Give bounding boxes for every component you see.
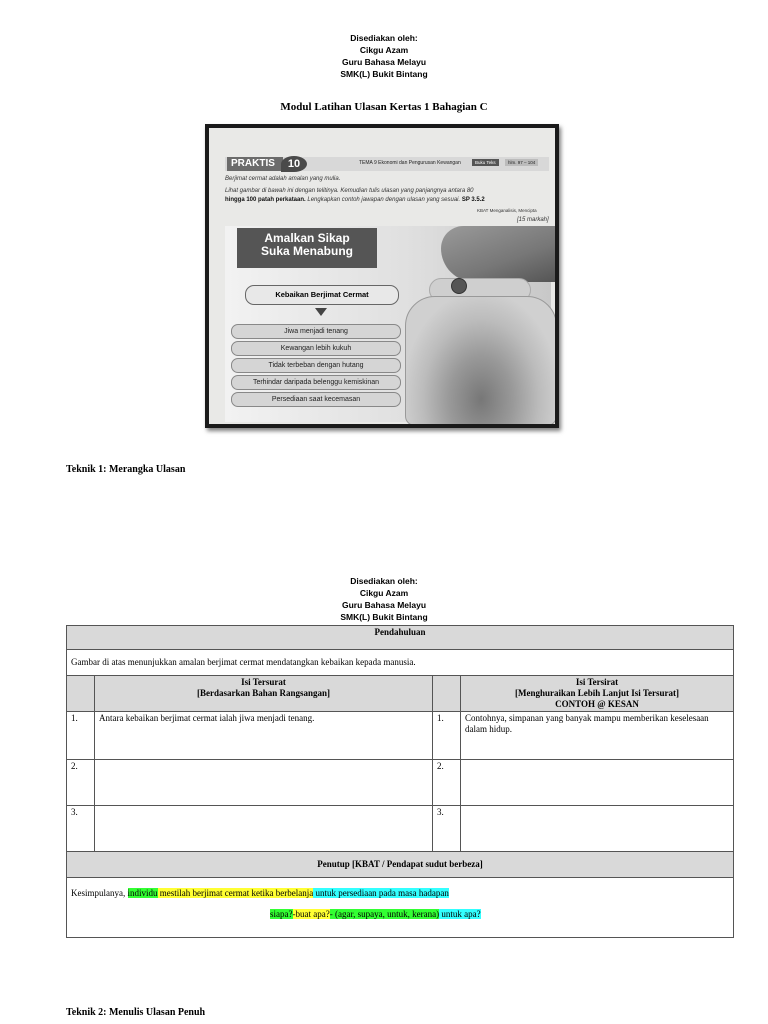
- row-number: 2.: [433, 760, 461, 806]
- highlight-green-text: individu: [127, 888, 158, 898]
- poster-title-line1: Amalkan Sikap: [264, 231, 350, 245]
- contoh-kesan-label: CONTOH @ KESAN: [555, 699, 639, 709]
- isi-tersurat-cell[interactable]: Antara kebaikan berjimat cermat ialah jiwa menjadi tenang.: [95, 712, 433, 760]
- header-school: SMK(L) Bukit Bintang: [340, 69, 428, 79]
- benefit-item: Tidak terbeban dengan hutang: [231, 358, 401, 373]
- technique-1-heading: Teknik 1: Merangka Ulasan: [66, 464, 186, 475]
- guide-who: siapa?: [270, 909, 293, 919]
- technique-2-heading: Teknik 2: Menulis Ulasan Penuh: [66, 1007, 206, 1018]
- hand-image: [441, 226, 555, 282]
- stimulus-picture: [205, 124, 559, 428]
- guide-why: untuk apa?: [439, 909, 481, 919]
- praktis-label: PRAKTIS: [227, 157, 283, 171]
- table-row: [67, 806, 734, 852]
- coin-image: [451, 278, 467, 294]
- page-ref-badge: hlm. 97 – 104: [505, 159, 538, 166]
- row-number: 3.: [67, 806, 95, 852]
- instruction-2c: Lengkapkan contoh jawapan dengan ulasan yang sesuai.: [305, 197, 461, 203]
- benefit-item: Persediaan saat kecemasan: [231, 392, 401, 407]
- isi-tersurat-cell[interactable]: [95, 760, 433, 806]
- markah-label: [15 markah]: [517, 217, 549, 223]
- row-number: 1.: [67, 712, 95, 760]
- guide-what: -buat apa?: [292, 909, 330, 919]
- isi-tersirat-header: [461, 676, 734, 712]
- buku-teks-badge: Buku Teks: [472, 159, 499, 166]
- kebaikan-heading: Kebaikan Berjimat Cermat: [245, 285, 399, 305]
- penutup-prefix: Kesimpulanya,: [71, 888, 128, 898]
- poster-title: [237, 232, 377, 258]
- row-number: 2.: [67, 760, 95, 806]
- isi-tersurat-header: [95, 676, 433, 712]
- header-teacher-role: Guru Bahasa Melayu: [341, 57, 427, 67]
- header-prepared-by: Disediakan oleh:: [350, 33, 418, 43]
- isi-tersurat-cell[interactable]: [95, 806, 433, 852]
- isi-tersirat-cell[interactable]: Contohnya, simpanan yang banyak mampu memberikan keselesaan dalam hidup.: [461, 712, 734, 760]
- header-teacher-role: Guru Bahasa Melayu: [341, 600, 427, 610]
- instruction-2b: [225, 197, 555, 203]
- pendahuluan-heading: Pendahuluan: [67, 626, 734, 650]
- isi-tersirat-subtitle: [Menghuraikan Lebih Lanjut Isi Tersurat]: [515, 688, 680, 698]
- document-title: Modul Latihan Ulasan Kertas 1 Bahagian C: [280, 101, 488, 113]
- highlight-yellow-text: mestilah berjimat cermat ketika berbelanja: [157, 888, 314, 898]
- isi-tersirat-title: Isi Tersirat: [575, 677, 619, 687]
- instruction-1: Berjimat cermat adalah amalan yang mulia.: [225, 176, 341, 182]
- ulasan-outline-table: [66, 625, 734, 938]
- penutup-heading: Penutup [KBAT / Pendapat sudut berbeza]: [67, 852, 734, 878]
- praktis-number: 10: [281, 156, 307, 172]
- header-block-second: [0, 575, 768, 623]
- isi-tersurat-title: Isi Tersurat: [241, 677, 286, 687]
- penutup-line-1: [71, 888, 729, 899]
- header-school: SMK(L) Bukit Bintang: [340, 612, 428, 622]
- benefit-item: Terhindar daripada belenggu kemiskinan: [231, 375, 401, 390]
- coin-jar-image: [405, 296, 555, 424]
- benefit-item: Kewangan lebih kukuh: [231, 341, 401, 356]
- table-row: [67, 712, 734, 760]
- pendahuluan-text: Gambar di atas menunjukkan amalan berjimat cermat mendatangkan kebaikan kepada manusia.: [67, 650, 734, 676]
- header-num-left: [67, 676, 95, 712]
- table-row: [67, 760, 734, 806]
- header-block-top: [0, 32, 768, 80]
- header-num-right: [433, 676, 461, 712]
- isi-tersirat-cell[interactable]: [461, 760, 734, 806]
- highlight-cyan-text: untuk persediaan pada masa hadapan: [313, 888, 449, 898]
- penutup-cell[interactable]: [67, 878, 734, 938]
- kbat-label: KBAT Menganalisis, Mencipta: [477, 208, 537, 213]
- poster-title-line2: Suka Menabung: [260, 244, 353, 258]
- instruction-word-count: hingga 100 patah perkataan.: [225, 197, 306, 203]
- header-teacher-name: Cikgu Azam: [359, 588, 409, 598]
- row-number: 1.: [433, 712, 461, 760]
- textbook-page: [209, 128, 555, 424]
- down-arrow-icon: [315, 308, 327, 316]
- isi-tersurat-subtitle: [Berdasarkan Bahan Rangsangan]: [196, 688, 331, 698]
- benefit-item: Jiwa menjadi tenang: [231, 324, 401, 339]
- instruction-2a: Lihat gambar di bawah ini dengan telitinya. Kemudian tulis ulasan yang panjangnya antara 80: [225, 188, 474, 194]
- header-prepared-by: Disediakan oleh:: [350, 576, 418, 586]
- instruction-sp-code: SP 3.5.2: [461, 197, 485, 203]
- row-number: 3.: [433, 806, 461, 852]
- penutup-line-2: [71, 909, 729, 920]
- guide-connectors: - (agar, supaya, untuk, kerana): [329, 909, 440, 919]
- isi-tersirat-cell[interactable]: [461, 806, 734, 852]
- header-teacher-name: Cikgu Azam: [359, 45, 409, 55]
- tema-label: TEMA 9 Ekonomi dan Pengurusan Kewangan: [359, 160, 461, 166]
